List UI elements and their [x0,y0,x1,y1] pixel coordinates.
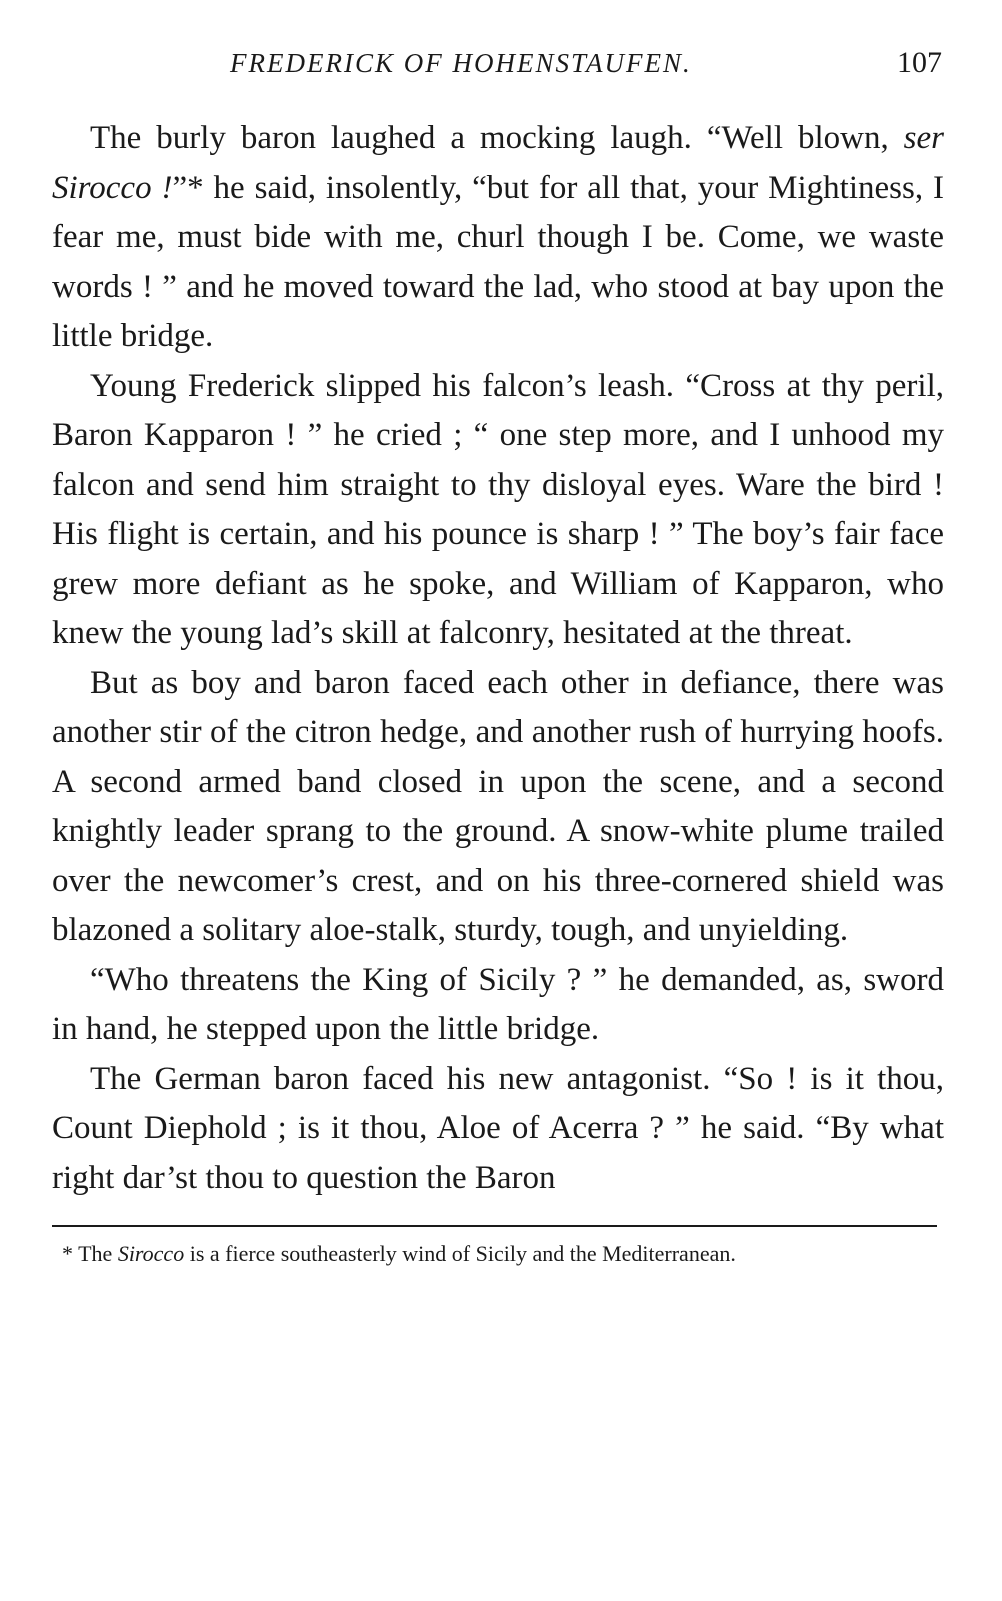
paragraph-1-italic: ser Sirocco ! [52,120,944,206]
footnote-suffix: is a fierce southeasterly wind of Sicily and the Mediterranean. [184,1241,736,1266]
paragraph-3: But as boy and baron faced each other in defiance, there was another stir of the citron hedge, and another rush of hurrying hoofs. A second armed band closed in upon the scene, and a second knightly leader sprang to the ground. A snow-white plume trailed over the newcomer’s crest, and on his three-cornered shield was blazoned a solitary aloe-stalk, sturdy, tough, and unyielding. [52,664,944,948]
paragraph-1 [52,114,944,362]
footnote-prefix: * The [62,1241,118,1266]
body-text [52,114,944,1203]
running-title: FREDERICK OF HOHENSTAUFEN. [230,48,692,78]
footnote-italic: Sirocco [117,1241,185,1266]
paragraph-4: “Who threatens the King of Sicily ? ” he demanded, as, sword in hand, he stepped upon the little bridge. [52,961,944,1047]
paragraph-1-text-a: The burly baron laughed a mocking laugh. “Well blown, [90,120,904,156]
paragraph-1-text-b: ”* he said, insolently, “but for all that, your Mightiness, I fear me, must bide with me, churl though I be. Come, we waste words ! ” and he moved toward the lad, who stood at bay upon the little bridge. [52,169,944,354]
running-head [52,40,944,90]
paragraph-2: Young Frederick slipped his falcon’s leash. “Cross at thy peril, Baron Kapparon ! ” he cried ; “ one step more, and I unhood my falcon and send him straight to thy disloyal eyes. Ware the bird ! His flight is certain, and his pounce is sharp ! ” The boy’s fair face grew more defiant as he spoke, and William of Kapparon, who knew the young lad’s skill at falconry, hesitated at the threat. [52,367,944,651]
paragraph-5: The German baron faced his new antagonist. “So ! is it thou, Count Diephold ; is it thou, Aloe of Acerra ? ” he said. “By what right dar’st thou to question the Baron [52,1060,944,1196]
footnote-rule [52,1225,937,1227]
page-number: 107 [897,46,942,79]
book-page [52,40,944,1269]
footnote [52,1239,944,1269]
